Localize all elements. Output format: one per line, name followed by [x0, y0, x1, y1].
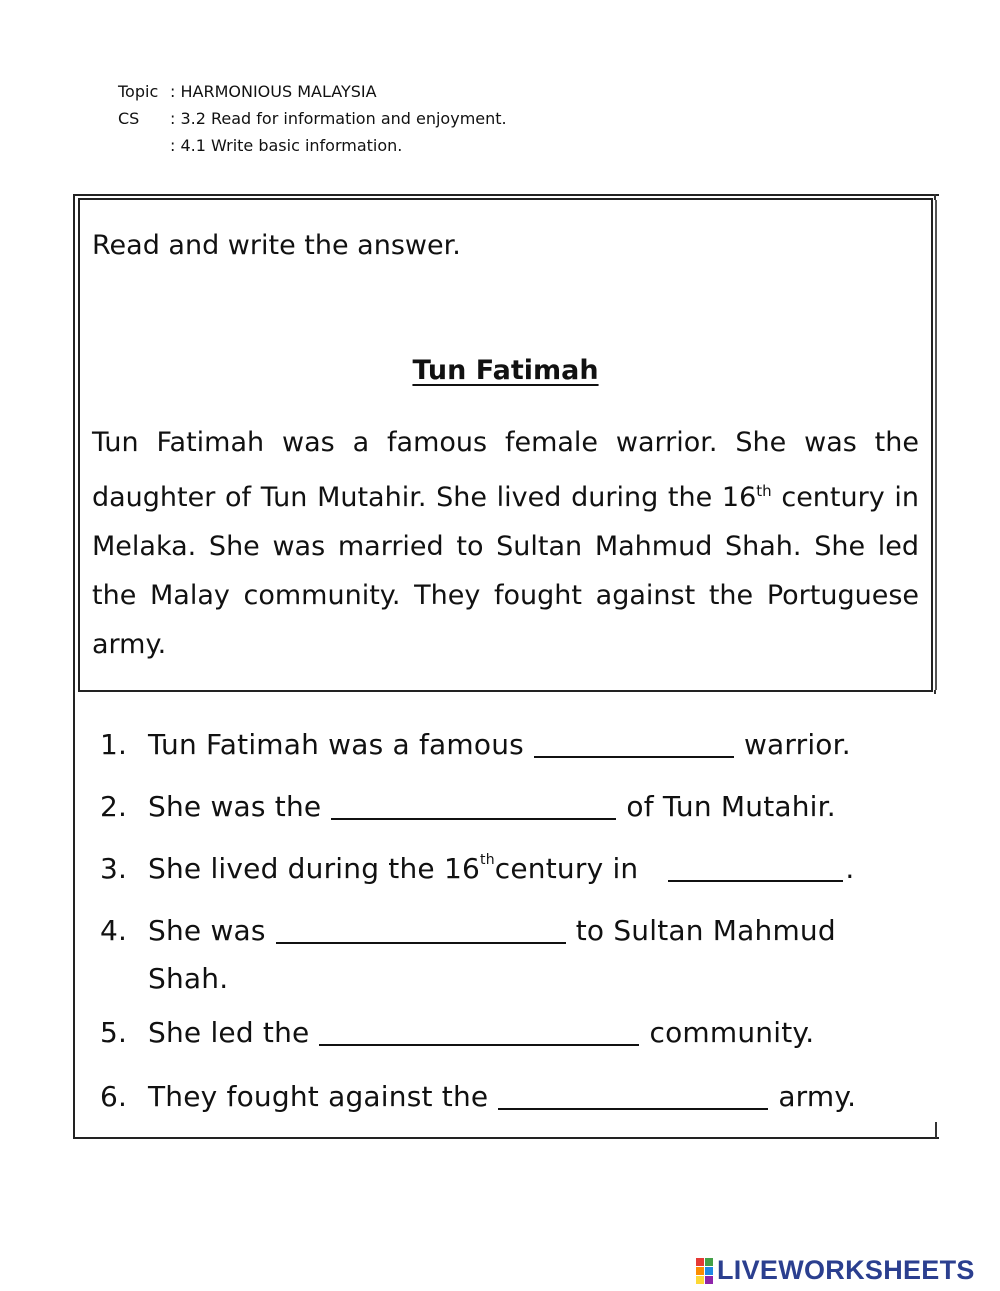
question-5 — [100, 1016, 814, 1049]
logo-icon — [696, 1258, 713, 1284]
question-superscript: th — [480, 852, 495, 868]
question-4-continuation: Shah. — [148, 962, 229, 995]
logo-square — [705, 1267, 713, 1275]
question-number: 4. — [100, 914, 128, 947]
question-number: 6. — [100, 1080, 128, 1113]
question-number: 3. — [100, 852, 128, 885]
question-text-before: Tun Fatimah was a famous — [148, 728, 524, 761]
cs-value-1: : 3.2 Read for information and enjoyment. — [170, 109, 507, 128]
cs-line-2 — [118, 132, 507, 159]
question-2 — [100, 790, 836, 823]
question-text-after: of Tun Mutahir. — [626, 790, 836, 823]
question-text-before: She was — [148, 914, 266, 947]
passage-title-text: Tun Fatimah — [412, 355, 599, 386]
logo-square — [696, 1276, 704, 1284]
answer-blank-1[interactable] — [534, 728, 734, 758]
logo-square — [705, 1258, 713, 1266]
frame-tick — [935, 1122, 937, 1138]
passage-text — [92, 418, 919, 669]
question-text-before: She lived during the 16 — [148, 852, 480, 885]
topic-value: : HARMONIOUS MALAYSIA — [170, 82, 377, 101]
question-1 — [100, 728, 851, 761]
answer-blank-3[interactable] — [668, 852, 843, 882]
topic-label: Topic — [118, 82, 159, 101]
instruction-text: Read and write the answer. — [92, 230, 461, 261]
question-text-after: community. — [649, 1016, 815, 1049]
frame-right-edge — [934, 194, 936, 694]
answer-blank-4[interactable] — [276, 914, 566, 944]
question-text-before: She led the — [148, 1016, 310, 1049]
answer-blank-5[interactable] — [319, 1016, 639, 1046]
topic-line — [118, 78, 507, 105]
logo-square — [696, 1258, 704, 1266]
question-number: 2. — [100, 790, 128, 823]
cs-label: CS — [118, 109, 140, 128]
logo-square — [696, 1267, 704, 1275]
question-text-after: army. — [778, 1080, 857, 1113]
question-text-before-2: century in — [494, 852, 639, 885]
answer-blank-6[interactable] — [498, 1080, 768, 1110]
reading-passage-box — [78, 198, 933, 692]
answer-blank-2[interactable] — [331, 790, 616, 820]
passage-superscript: th — [756, 482, 772, 500]
liveworksheets-logo[interactable] — [696, 1255, 975, 1286]
question-text-before: She was the — [148, 790, 322, 823]
passage-part-1: Tun Fatimah was a famous female warrior. She was the daughter of Tun Mutahir. She lived during the 16 — [92, 427, 919, 513]
question-text-after: to Sultan Mahmud — [575, 914, 836, 947]
question-number: 1. — [100, 728, 128, 761]
passage-title — [80, 355, 931, 386]
worksheet-header — [118, 78, 507, 159]
question-3 — [100, 852, 854, 885]
logo-square — [705, 1276, 713, 1284]
cs-line-1 — [118, 105, 507, 132]
logo-text: LIVEWORKSHEETS — [717, 1255, 975, 1285]
question-text-before: They fought against the — [148, 1080, 489, 1113]
question-6 — [100, 1080, 856, 1113]
question-number: 5. — [100, 1016, 128, 1049]
question-4 — [100, 914, 836, 947]
passage-part-2: century in Melaka. She was married to Sultan Mahmud Shah. She led the Malay community. They fought against the Portuguese army. — [92, 482, 920, 660]
cs-value-2: : 4.1 Write basic information. — [170, 136, 403, 155]
question-text-after: warrior. — [743, 728, 851, 761]
question-text-after: . — [845, 852, 855, 885]
